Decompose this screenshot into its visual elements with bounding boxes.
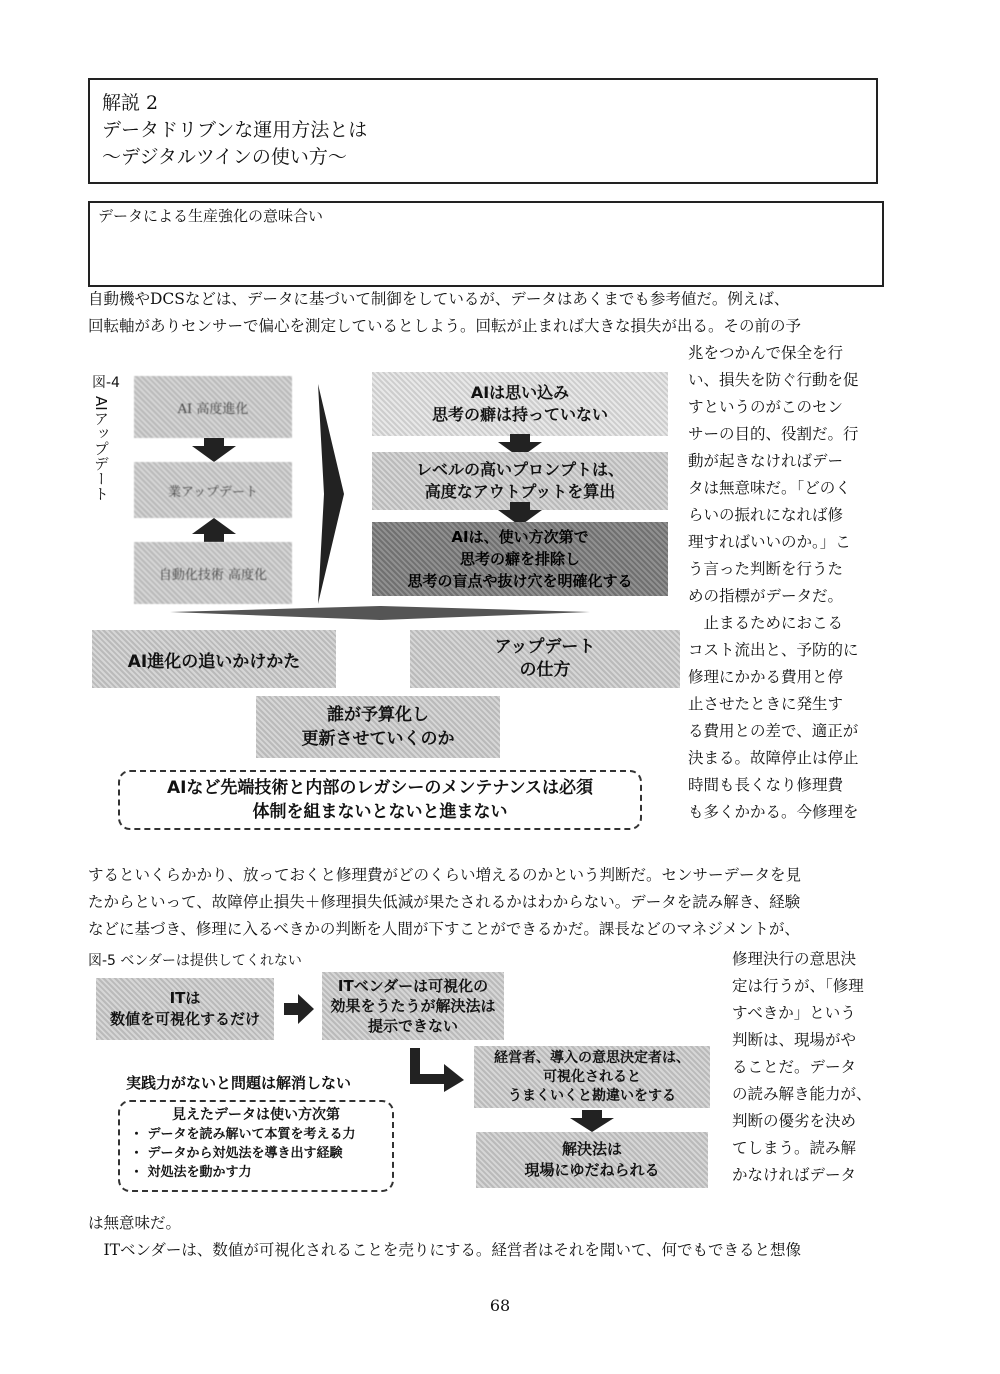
text-line: てしまう。読み解	[732, 1139, 857, 1157]
arrow-elbow-right-icon	[410, 1048, 466, 1092]
figure4-box-budget	[256, 696, 500, 758]
dashed-title: 見えたデータは使い方次第	[172, 1107, 340, 1123]
box-text: AI進化の追いかけかた	[127, 651, 301, 672]
text-line: 判断は、現場がや	[732, 1031, 857, 1049]
box-text: 思考の盲点や抜け穴を明確化する	[407, 572, 633, 590]
text-line: い、損失を防ぐ行動を促	[688, 371, 859, 389]
commentary-header-box	[88, 78, 878, 184]
text-line: すべきか」という	[732, 1004, 856, 1022]
box-text: 経営者、導入の意思決定者は、	[494, 1049, 690, 1066]
text-line: る費用との差で、適正が	[688, 722, 859, 740]
box-text: レベルの高いプロンプトは、	[415, 460, 624, 479]
text-line: 修理決行の意思決	[732, 950, 857, 968]
note-text: 体制を組まないとないと進まない	[252, 802, 508, 822]
box-text: 思考の癖を排除し	[459, 550, 580, 568]
box-text: 現場にゆだねられる	[524, 1161, 660, 1179]
commentary-subtitle: ～デジタルツインの使い方～	[102, 146, 347, 168]
text-line: 時間も長くなり修理費	[688, 776, 844, 794]
text-line: 修理にかかる費用と停	[688, 668, 844, 686]
text-line: の読み解き能力が、	[732, 1085, 872, 1103]
figure4-label: 図-4	[92, 375, 120, 391]
text-line: 決まる。故障停止は停止	[688, 749, 859, 767]
para2-line2: たからといって、故障停止損失＋修理損失低減が果たされるかはわからない。データを読み解き、経験	[88, 893, 801, 911]
para1-narrow-column	[688, 340, 888, 826]
bullet-item: ・ 対処法を動かす力	[130, 1165, 252, 1180]
box-text: 解決法は	[561, 1140, 622, 1158]
arrow-right-icon	[284, 994, 314, 1024]
text-line: すというのがこのセン	[688, 398, 844, 416]
figure4-box-ai-usage	[372, 522, 668, 596]
commentary-title: データドリブンな運用方法とは	[102, 119, 368, 141]
page-number: 68	[489, 1296, 511, 1315]
box-text: AI 高度進化	[177, 401, 249, 417]
text-line: 兆をつかんで保全を行	[688, 344, 844, 362]
text-line: 定は行うが、「修理	[732, 977, 864, 995]
text-line: 止させたときに発生す	[688, 695, 844, 713]
text-line: う言った判断を行うた	[688, 560, 844, 578]
figure5-box-executive	[474, 1046, 710, 1108]
para1-line1: 自動機やDCSなどは、データに基づいて制御をしているが、データはあくまでも参考値だ。例えば、	[88, 290, 790, 308]
figure5-box-it-visualize	[96, 978, 274, 1040]
box-text: 可視化されると	[543, 1068, 641, 1085]
figure4-box-ai-evolution	[134, 376, 292, 438]
box-text: AIは思い込み	[470, 383, 570, 402]
text-line: タは無意味だ。「どのく	[688, 479, 851, 497]
section-title: データによる生産強化の意味合い	[98, 207, 324, 225]
arrow-down-icon	[568, 1110, 616, 1132]
figure4-vertical-label: AIアップデート	[92, 396, 110, 501]
figure4-box-ai-chase	[92, 630, 336, 688]
text-line: らいの振れになれば修	[688, 506, 844, 524]
figure4-box-automation	[134, 542, 292, 604]
para2-line3: などに基づき、修理に入るべきかの判断を人間が下すことができるかだ。課長などのマネジメントが、	[88, 920, 800, 938]
text-line: かなければデータ	[732, 1166, 857, 1184]
commentary-number: 解説 2	[102, 92, 159, 114]
box-text: うまくいくと勘違いをする	[508, 1087, 676, 1104]
bullet-item: ・ データを読み解いて本質を考える力	[130, 1127, 356, 1142]
box-text: 高度なアウトプットを算出	[424, 482, 616, 501]
figure5-note: 実践力がないと問題は解消しない	[126, 1074, 352, 1092]
bullet-text: データを読み解いて本質を考える力	[147, 1127, 356, 1142]
box-text: AIは、使い方次第で	[451, 528, 589, 546]
text-line: サーの目的、役割だ。行	[688, 425, 859, 443]
text-line: ることだ。データ	[732, 1058, 857, 1076]
arrow-up-icon	[190, 518, 238, 542]
box-text: 数値を可視化するだけ	[109, 1010, 260, 1028]
figure5-dashed-box	[118, 1100, 394, 1192]
box-text: 提示できない	[367, 1017, 458, 1035]
box-text: ITベンダーは可視化の	[337, 977, 489, 995]
box-text: 誰が予算化し	[327, 705, 429, 725]
text-line: めの指標がデータだ。	[688, 587, 844, 605]
bullet-text: 対処法を動かす力	[147, 1165, 252, 1180]
figure4-box-ai-assumption	[372, 372, 668, 436]
figure4-box-update	[134, 462, 292, 518]
separator-bar	[170, 606, 590, 622]
para1-line2: 回転軸がありセンサーで偏心を測定しているとしよう。回転が止まれば大きな損失が出る。その前の予	[88, 317, 802, 335]
figure4-dashed-note	[118, 770, 642, 830]
box-text: ITは	[169, 989, 201, 1007]
text-line: 判断の優劣を決め	[732, 1112, 857, 1130]
para2-narrow-column	[732, 946, 888, 1189]
figure5-box-vendor	[322, 972, 504, 1040]
section-box	[88, 201, 884, 287]
para3-line1: は無意味だ。	[88, 1214, 182, 1232]
box-text: の仕方	[519, 660, 571, 680]
text-line: 理すればいいのか。」こ	[688, 533, 851, 551]
box-text: アップデート	[494, 637, 596, 657]
bullet-item: ・ データから対処法を導き出す経験	[130, 1146, 343, 1161]
text-line: 動が起きなければデー	[688, 452, 844, 470]
figure5-box-solution	[476, 1132, 708, 1188]
para2-line1: するといくらかかり、放っておくと修理費がどのくらい増えるのかという判断だ。センサーデータを見	[88, 866, 802, 884]
para3-line2: ITベンダーは、数値が可視化されることを売りにする。経営者はそれを聞いて、何でもできると想像	[88, 1241, 802, 1259]
text-line: も多くかかる。今修理を	[688, 803, 859, 821]
box-text: 更新させていくのか	[301, 729, 455, 749]
chevron-right-icon	[318, 384, 344, 604]
arrow-down-icon	[190, 438, 238, 462]
note-text: AIなど先端技術と内部のレガシーのメンテナンスは必須	[166, 778, 594, 798]
figure5-label: 図-5 ベンダーは提供してくれない	[88, 953, 302, 969]
box-text: 効果をうたうが解決法は	[330, 997, 496, 1015]
box-text: 自動化技術 高度化	[158, 567, 268, 583]
bullet-text: データから対処法を導き出す経験	[147, 1146, 343, 1161]
text-line: コスト流出と、予防的に	[688, 641, 859, 659]
box-text: 思考の癖は持っていない	[431, 405, 608, 424]
text-line: 止まるためにおこる	[688, 614, 844, 632]
box-text: 業アップデート	[167, 484, 259, 500]
figure4-box-update-method	[410, 630, 680, 688]
